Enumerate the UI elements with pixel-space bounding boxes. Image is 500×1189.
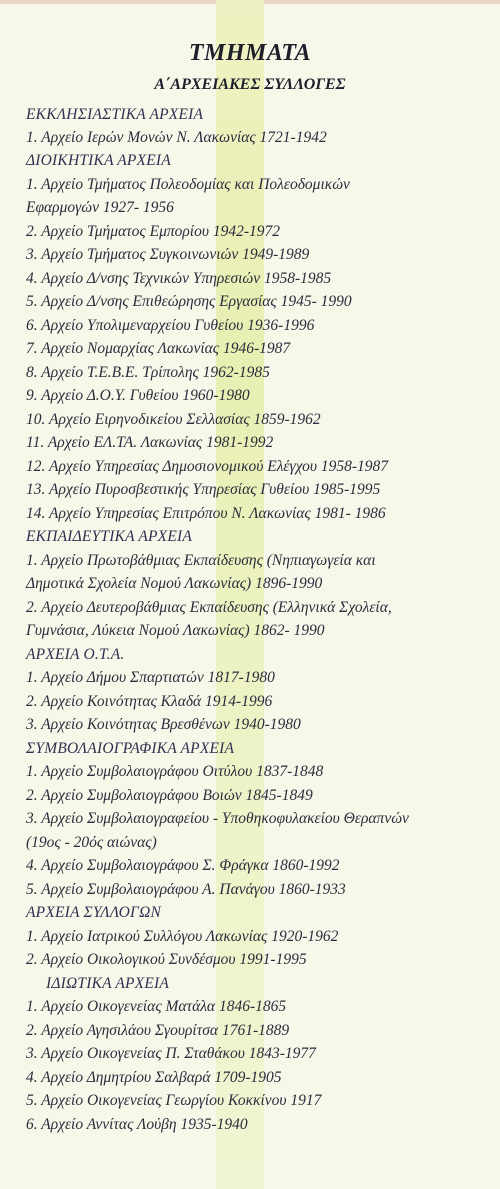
list-item-continuation: Εφαρμογών 1927- 1956 <box>26 199 174 216</box>
page-subtitle: Α΄ΑΡΧΕΙΑΚΕΣ ΣΥΛΛΟΓΕΣ <box>154 76 346 93</box>
list-item: 1. Αρχείο Συμβολαιογράφου Οιτύλου 1837-1848 <box>26 763 324 780</box>
category-heading: ΕΚΠΑΙΔΕΥΤΙΚΑ ΑΡΧΕΙΑ <box>26 528 193 545</box>
list-item: 9. Αρχείο Δ.Ο.Υ. Γυθείου 1960-1980 <box>26 387 250 404</box>
category-heading: ΑΡΧΕΙΑ ΣΥΛΛΟΓΩΝ <box>26 904 162 921</box>
category-heading: ΔΙΟΙΚΗΤΙΚΑ ΑΡΧΕΙΑ <box>26 152 171 169</box>
category-heading: ΙΔΙΩΤΙΚΑ ΑΡΧΕΙΑ <box>46 975 170 992</box>
list-item: 4. Αρχείο Συμβολαιογράφου Σ. Φράγκα 1860-1992 <box>26 857 340 874</box>
list-item: 2. Αρχείο Αγησιλάου Σγουρίτσα 1761-1889 <box>26 1022 290 1039</box>
list-item: 12. Αρχείο Υπηρεσίας Δημοσιονομικού Ελέγχου 1958-1987 <box>26 458 389 475</box>
list-item-continuation: Γυμνάσια, Λύκεια Νομού Λακωνίας) 1862- 1990 <box>26 622 325 639</box>
list-item: 2. Αρχείο Συμβολαιογράφου Βοιών 1845-1849 <box>26 787 313 804</box>
list-item: 4. Αρχείο Δ/νσης Τεχνικών Υπηρεσιών 1958-1985 <box>26 270 332 287</box>
list-item-continuation: (19ος - 20ός αιώνας) <box>26 834 157 851</box>
list-item: 1. Αρχείο Οικογενείας Ματάλα 1846-1865 <box>26 998 287 1015</box>
list-item: 3. Αρχείο Οικογενείας Π. Σταθάκου 1843-1977 <box>26 1045 316 1062</box>
list-item: 4. Αρχείο Δημητρίου Σαλβαρά 1709-1905 <box>26 1069 282 1086</box>
category-heading: ΑΡΧΕΙΑ Ο.Τ.Α. <box>26 646 125 663</box>
list-item: 5. Αρχείο Συμβολαιογράφου Α. Πανάγου 1860-1933 <box>26 881 346 898</box>
list-item: 13. Αρχείο Πυροσβεστικής Υπηρεσίας Γυθείου 1985-1995 <box>26 481 381 498</box>
category-heading: ΣΥΜΒΟΛΑΙΟΓΡΑΦΙΚΑ ΑΡΧΕΙΑ <box>26 740 235 757</box>
list-item: 5. Αρχείο Δ/νσης Επιθεώρησης Εργασίας 1945- 1990 <box>26 293 352 310</box>
category-heading: ΕΚΚΛΗΣΙΑΣΤΙΚΑ ΑΡΧΕΙΑ <box>26 106 204 123</box>
list-item: 14. Αρχείο Υπηρεσίας Επιτρόπου Ν. Λακωνίας 1981- 1986 <box>26 505 386 522</box>
list-item: 2. Αρχείο Οικολογικού Συνδέσμου 1991-1995 <box>26 951 307 968</box>
page-title: ΤΜΗΜΑΤΑ <box>188 40 312 66</box>
list-item: 11. Αρχείο ΕΛ.ΤΑ. Λακωνίας 1981-1992 <box>26 434 274 451</box>
list-item: 3. Αρχείο Τμήματος Συγκοινωνιών 1949-1989 <box>26 246 310 263</box>
list-item: 6. Αρχείο Υπολιμεναρχείου Γυθείου 1936-1996 <box>26 317 315 334</box>
list-item: 2. Αρχείο Τμήματος Εμπορίου 1942-1972 <box>26 223 281 240</box>
list-item: 8. Αρχείο Τ.Ε.Β.Ε. Τρίπολης 1962-1985 <box>26 364 270 381</box>
list-item: 1. Αρχείο Δήμου Σπαρτιατών 1817-1980 <box>26 669 275 686</box>
list-item: 6. Αρχείο Αννίτας Λούβη 1935-1940 <box>26 1116 248 1133</box>
list-item: 1. Αρχείο Πρωτοβάθμιας Εκπαίδευσης (Νηπιαγωγεία και <box>26 552 376 569</box>
list-item: 10. Αρχείο Ειρηνοδικείου Σελλασίας 1859-1962 <box>26 411 321 428</box>
list-item: 1. Αρχείο Ιατρικού Συλλόγου Λακωνίας 1920-1962 <box>26 928 339 945</box>
list-item: 2. Αρχείο Κοινότητας Κλαδά 1914-1996 <box>26 693 273 710</box>
list-item: 1. Αρχείο Ιερών Μονών Ν. Λακωνίας 1721-1942 <box>26 129 327 146</box>
list-item: 3. Αρχείο Συμβολαιογραφείου - Υποθηκοφυλακείου Θεραπνών <box>26 810 409 827</box>
list-item: 3. Αρχείο Κοινότητας Βρεσθένων 1940-1980 <box>26 716 301 733</box>
list-item: 2. Αρχείο Δευτεροβάθμιας Εκπαίδευσης (Ελληνικά Σχολεία, <box>26 599 392 616</box>
list-item: 1. Αρχείο Τμήματος Πολεοδομίας και Πολεοδομικών <box>26 176 350 193</box>
list-item: 5. Αρχείο Οικογενείας Γεωργίου Κοκκίνου 1917 <box>26 1092 322 1109</box>
list-item: 7. Αρχείο Νομαρχίας Λακωνίας 1946-1987 <box>26 340 291 357</box>
list-item-continuation: Δημοτικά Σχολεία Νομού Λακωνίας) 1896-1990 <box>26 575 323 592</box>
